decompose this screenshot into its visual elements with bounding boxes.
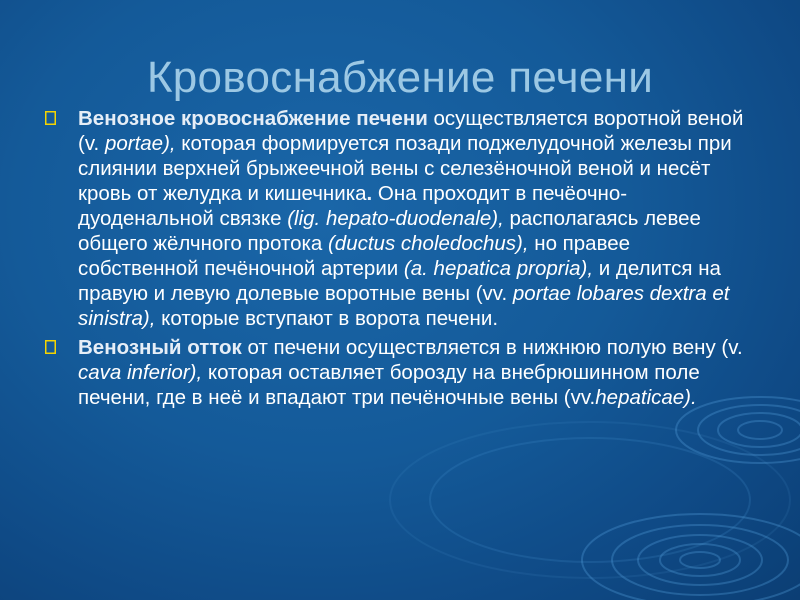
bullet-segment: от печени осуществляется в нижнюю полую вену (v. [241,336,743,359]
latin-term: (a. hepatica propria), [403,257,594,280]
square-bullet-icon [44,110,56,126]
bullet-segment: располагаясь левее общего жёлчного протока [78,207,701,255]
bullet-lead: Венозный отток [78,336,242,359]
slide-title: Кровоснабжение печени [146,53,654,102]
latin-term: (lig. hepato-duodenale), [287,207,504,230]
list-item [44,106,754,331]
square-bullet-icon [44,339,56,355]
latin-term: cava inferior), [78,361,203,384]
latin-term: (ductus choledochus), [327,232,529,255]
latin-term: hepaticae). [595,386,697,409]
latin-term: portae lobares dextra et sinistra), [78,282,730,330]
bullet-list [44,106,754,414]
bullet-segment: которая формируется позади поджелудочной железы при слиянии верхней брыжеечной вены с селезёночной веной и несёт кровь от желудка и кишечника [78,132,732,205]
list-item [44,335,754,410]
bullet-segment: и делится на правую и левую долевые воротные вены (vv. [78,257,721,305]
bullet-lead: Венозное кровоснабжение печени [78,107,428,130]
bullet-text [78,107,743,330]
bullet-segment: осуществляется воротной веной (v. [78,107,744,155]
bullet-segment: но правее собственной печёночной артерии [78,232,631,280]
bullet-segment: . [366,182,373,205]
latin-term: portae), [104,132,176,155]
bullet-segment: Она проходит в печёочно-дуоденальной связке [78,182,628,230]
bullet-segment: которые вступают в ворота печени. [155,307,499,330]
bullet-text [78,336,743,409]
bullet-segment: которая оставляет борозду на внебрюшинном поле печени, где в неё и впадают три печёночные вены (vv. [78,361,700,409]
